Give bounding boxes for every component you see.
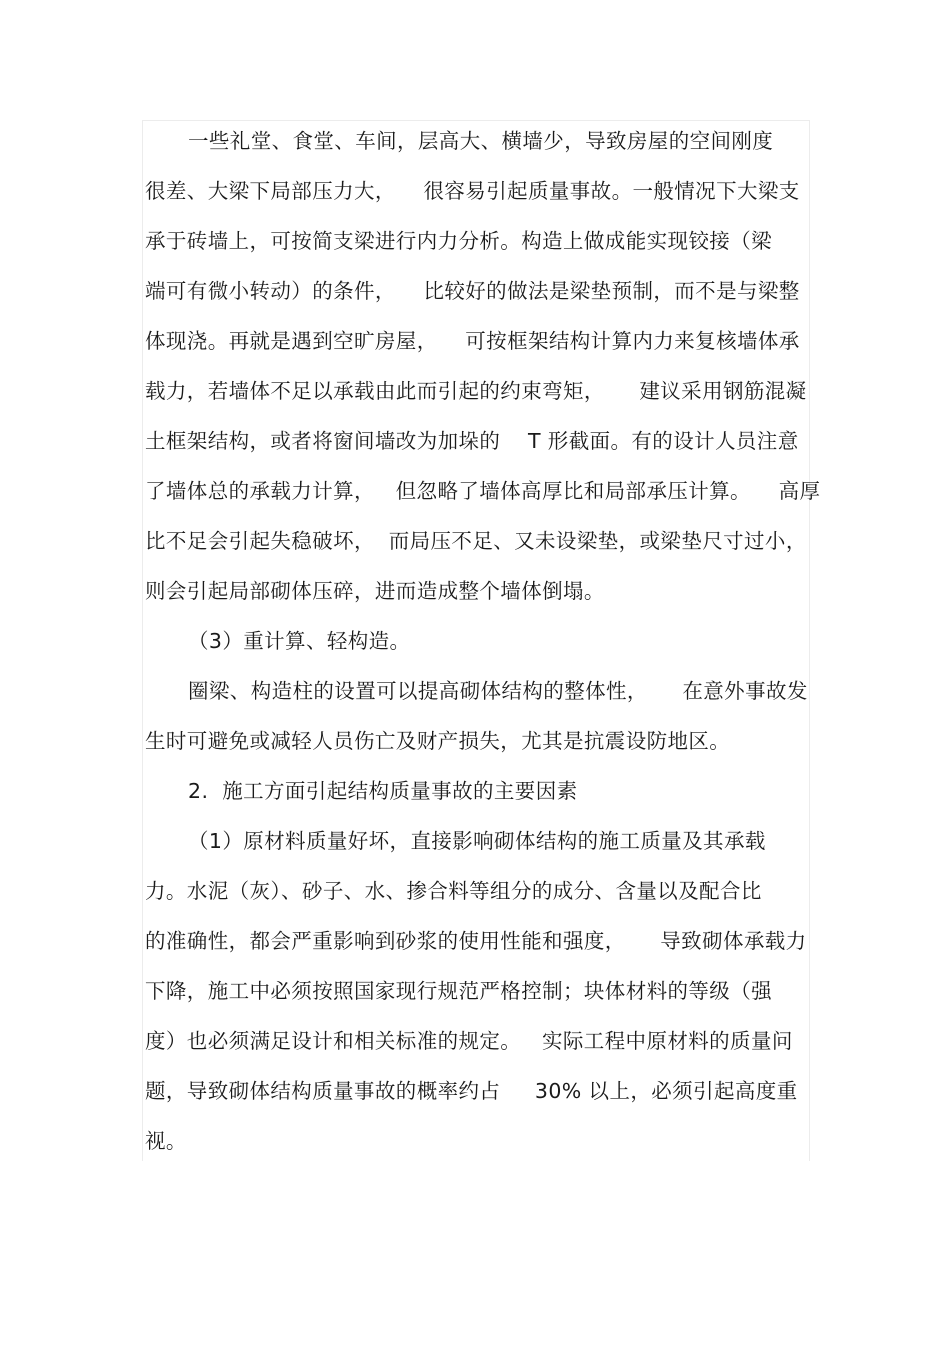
paragraph-line: 下降，施工中必须按照国家现行规范严格控制；块体材料的等级（强 xyxy=(145,979,772,1003)
paragraph-line: 生时可避免或减轻人员伤亡及财产损失，尤其是抗震设防地区。 xyxy=(145,729,731,753)
paragraph-line: 题，导致砌体结构质量事故的概率约占 30% 以上，必须引起高度重 xyxy=(145,1079,798,1103)
paragraph-line: 了墙体总的承载力计算， 但忽略了墙体高厚比和局部承压计算。 高厚 xyxy=(145,479,821,503)
section-heading: （3）重计算、轻构造。 xyxy=(188,629,411,653)
paragraph-line: 体现浇。再就是遇到空旷房屋， 可按框架结构计算内力来复核墙体承 xyxy=(145,329,800,353)
paragraph-line: 度）也必须满足设计和相关标准的规定。 实际工程中原材料的质量问 xyxy=(145,1029,793,1053)
paragraph-line: 承于砖墙上，可按简支梁进行内力分析。构造上做成能实现铰接（梁 xyxy=(145,229,772,253)
paragraph-line: 圈梁、构造柱的设置可以提高砌体结构的整体性， 在意外事故发 xyxy=(188,679,808,703)
paragraph-line: 一些礼堂、食堂、车间，层高大、横墙少，导致房屋的空间刚度 xyxy=(188,129,774,153)
paragraph-line: 很差、大梁下局部压力大， 很容易引起质量事故。一般情况下大梁支 xyxy=(145,179,800,203)
paragraph-line: 土框架结构，或者将窗间墙改为加垛的 T 形截面。有的设计人员注意 xyxy=(145,429,799,453)
paragraph-line: （1）原材料质量好坏，直接影响砌体结构的施工质量及其承载 xyxy=(188,829,766,853)
paragraph-line: 载力，若墙体不足以承载由此而引起的约束弯矩， 建议采用钢筋混凝 xyxy=(145,379,807,403)
paragraph-line: 端可有微小转动）的条件， 比较好的做法是梁垫预制，而不是与梁整 xyxy=(145,279,800,303)
paragraph-line: 则会引起局部砌体压碎，进而造成整个墙体倒塌。 xyxy=(145,579,605,603)
paragraph-line: 的准确性，都会严重影响到砂浆的使用性能和强度， 导致砌体承载力 xyxy=(145,929,807,953)
paragraph-line: 比不足会引起失稳破坏， 而局压不足、又未设梁垫，或梁垫尺寸过小， xyxy=(145,529,807,553)
paragraph-line: 力。水泥（灰）、砂子、水、掺合料等组分的成分、含量以及配合比 xyxy=(145,879,762,903)
section-heading: 2. 施工方面引起结构质量事故的主要因素 xyxy=(188,779,578,803)
paragraph-line: 视。 xyxy=(145,1129,187,1153)
